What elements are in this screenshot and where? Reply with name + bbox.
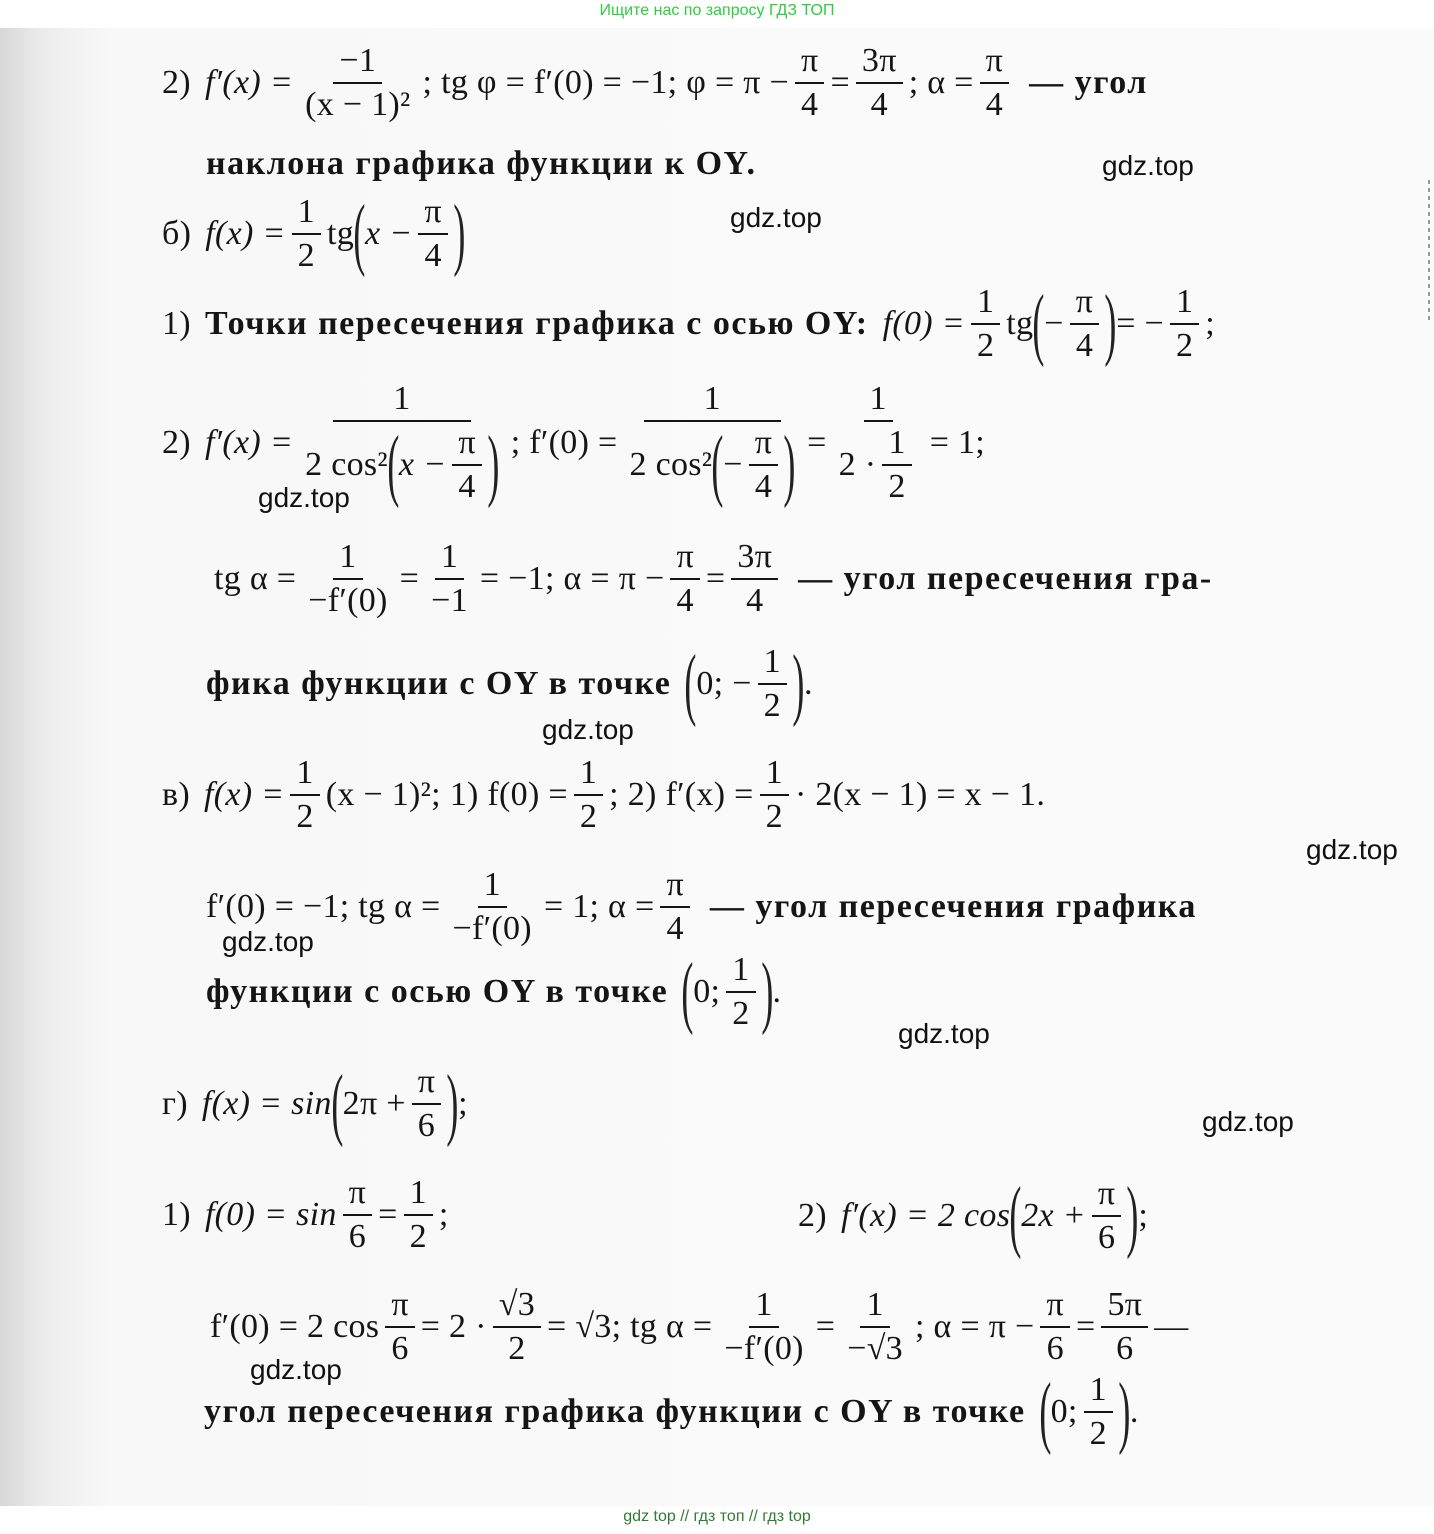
line-4 — [162, 276, 1215, 372]
expr: . — [772, 973, 782, 1010]
fraction — [1101, 1287, 1148, 1366]
fraction-num: π — [980, 43, 1009, 84]
line-3 — [162, 188, 465, 280]
fraction-num: 1 — [644, 381, 781, 422]
fraction — [660, 867, 689, 946]
expr: ; — [1138, 1197, 1149, 1234]
fraction-den: 6 — [348, 1218, 367, 1255]
fraction — [749, 425, 778, 504]
fraction-num: π — [343, 1175, 372, 1216]
paren-left: ( — [681, 948, 694, 1036]
expr: ; f′(0) = — [510, 424, 618, 461]
expr: f′(x) = — [204, 424, 294, 461]
fraction-den: −1 — [431, 582, 468, 619]
fraction-num: √3 — [493, 1287, 541, 1328]
fraction — [726, 952, 755, 1031]
fraction-den: 6 — [391, 1330, 409, 1367]
fraction-num: π — [418, 194, 447, 235]
expr: = 2 · — [420, 1308, 487, 1345]
paren-left: ( — [684, 640, 697, 728]
fraction-den: 2 — [763, 687, 781, 724]
fraction-den: 6 — [1046, 1330, 1064, 1367]
expr: tg α = — [214, 560, 297, 597]
fraction-num: π — [452, 425, 481, 466]
line-12-right — [798, 1168, 1148, 1264]
fraction — [425, 539, 474, 618]
fraction — [1070, 284, 1099, 363]
expr: = — [705, 560, 726, 597]
fraction-den: 4 — [870, 86, 888, 123]
fraction — [971, 284, 1000, 363]
top-banner[interactable]: Ищите нас по запросу ГДЗ ТОП — [599, 2, 835, 19]
fraction-den: 4 — [676, 582, 694, 619]
expr: 2π + — [342, 1085, 406, 1122]
fraction-den: 2 — [888, 467, 906, 505]
fraction — [1084, 1372, 1113, 1451]
fraction — [856, 43, 903, 122]
fraction — [418, 194, 447, 273]
item-number: 2) — [162, 64, 191, 101]
fraction-den: 4 — [424, 237, 442, 274]
fraction-den: 2 — [976, 327, 995, 364]
line-9 — [206, 862, 1197, 952]
fraction-num: π — [412, 1064, 441, 1105]
expr: ; — [438, 1196, 449, 1233]
fraction-num: 1 — [726, 952, 755, 993]
expr: ; tg φ = f′(0) = −1; φ = π − — [422, 64, 789, 101]
expr: = √3; tg α = — [547, 1308, 713, 1345]
item-number: 1) — [162, 1196, 191, 1233]
paren-left: ( — [331, 1060, 344, 1148]
fraction-num: 1 — [971, 284, 1000, 325]
fraction — [385, 1287, 414, 1366]
expr: = — [1075, 1308, 1096, 1345]
watermark: gdz.top — [1306, 834, 1398, 865]
fraction-den: 2 — [765, 798, 783, 835]
expr: − — [1044, 305, 1064, 342]
expr: ; — [1205, 305, 1216, 342]
line-6 — [214, 534, 1213, 624]
text: — угол — [1029, 64, 1148, 101]
fraction-den: 4 — [801, 86, 819, 123]
fraction-den: −f′(0) — [724, 1330, 804, 1367]
fraction-num: 1 — [882, 425, 911, 466]
expr: (x − 1)²; 1) f(0) = — [325, 776, 568, 813]
page-edge-dashes — [1428, 180, 1430, 320]
expr: = — [815, 1308, 836, 1345]
fraction-den: 2 — [409, 1218, 427, 1255]
expr: f(x) = — [203, 776, 285, 813]
expr: . — [1129, 1393, 1139, 1430]
line-1 — [162, 38, 1148, 128]
paren-right: ) — [1104, 280, 1117, 368]
expr: . — [803, 665, 813, 702]
expr: ; α = π − — [915, 1308, 1035, 1345]
expr: f(0) = sin — [204, 1196, 337, 1233]
item-letter: б) — [162, 215, 192, 252]
fraction-den: 2 — [296, 798, 314, 835]
line-12-left — [162, 1170, 449, 1260]
item-number: 1) — [162, 305, 191, 342]
fraction-num: 1 — [1084, 1372, 1113, 1413]
fraction — [670, 539, 699, 618]
fraction — [795, 43, 824, 122]
line-11 — [162, 1058, 468, 1150]
watermark: gdz.top — [222, 926, 314, 957]
fraction-den: (x − 1)² — [305, 86, 411, 123]
watermark: gdz.top — [1202, 1106, 1294, 1137]
expr: = 1; α = — [543, 888, 655, 925]
expr: 0; — [693, 973, 721, 1010]
item-letter: в) — [162, 776, 190, 813]
text: функции с осью OY в точке — [206, 973, 669, 1010]
fraction-den: 4 — [754, 467, 773, 505]
expr: = — [830, 64, 850, 101]
line-8 — [162, 752, 1045, 838]
fraction-num: π — [749, 425, 778, 466]
fraction-num: 1 — [860, 1287, 889, 1328]
paren-right: ) — [453, 190, 466, 278]
fraction — [758, 644, 787, 723]
expr: = −1; α = π − — [479, 560, 665, 597]
watermark: gdz.top — [1102, 150, 1194, 181]
paren-left: ( — [711, 420, 724, 509]
fraction — [1170, 284, 1199, 363]
fraction-den: −f′(0) — [308, 582, 388, 619]
fraction — [718, 1287, 809, 1366]
fraction-num: 1 — [864, 381, 893, 422]
fraction — [404, 1175, 433, 1254]
line-2: наклона графика функции к OY. — [206, 145, 757, 182]
fraction — [574, 755, 603, 834]
fraction-num: π — [795, 43, 824, 84]
expr: x − — [398, 446, 447, 483]
fraction-den: 2 — [732, 995, 750, 1032]
line-13 — [210, 1282, 1189, 1372]
fraction-den: 4 — [746, 582, 764, 619]
expr: tg — [326, 215, 355, 252]
watermark: gdz.top — [250, 1354, 342, 1385]
expr: 0; − — [696, 665, 752, 702]
expr: x − — [364, 215, 413, 252]
fraction-num: 1 — [290, 755, 319, 796]
fraction-num: 1 — [478, 867, 507, 908]
expr: ; α = — [908, 64, 974, 101]
expr: 2x + — [1021, 1197, 1086, 1234]
paren-right: ) — [792, 640, 805, 728]
paren-left: ( — [1039, 1368, 1052, 1456]
fraction-den: 2 — [1089, 1415, 1107, 1452]
watermark: gdz.top — [258, 482, 350, 513]
fraction — [760, 755, 789, 834]
expr: = 1; — [929, 424, 986, 461]
fraction — [343, 1175, 372, 1254]
paren-right: ) — [760, 948, 774, 1036]
text: фика функции с OY в точке — [206, 665, 672, 702]
expr: — — [1154, 1308, 1189, 1345]
fraction-num: 1 — [333, 381, 470, 422]
fraction — [447, 867, 538, 946]
line-7 — [206, 636, 813, 732]
fraction — [299, 43, 416, 122]
fraction — [412, 1064, 441, 1143]
text: — угол пересечения гра- — [798, 560, 1213, 597]
fraction-den: 6 — [1098, 1219, 1116, 1256]
expr: = — [807, 424, 827, 461]
fraction-num: 1 — [292, 194, 321, 235]
fraction-num: π — [670, 539, 699, 580]
fraction — [493, 1287, 541, 1366]
expr: f(0) = — [882, 305, 965, 342]
expr: = − — [1116, 305, 1164, 342]
item-letter: г) — [162, 1085, 188, 1122]
text: Точки пересечения графика с осью OY: — [204, 305, 869, 342]
paren-left: ( — [387, 420, 400, 509]
expr: 2 · — [838, 446, 877, 483]
paren-right: ) — [1118, 1368, 1131, 1456]
fraction-den: 4 — [985, 86, 1004, 123]
line-14 — [204, 1364, 1139, 1460]
line-10 — [206, 944, 781, 1040]
fraction-den: 4 — [666, 910, 684, 947]
expr: 0; — [1050, 1393, 1078, 1430]
fraction-den: 4 — [458, 467, 476, 505]
expr: tg — [1006, 305, 1034, 342]
fraction-den — [833, 422, 924, 504]
text: угол пересечения графика функции с OY в точке — [204, 1393, 1026, 1430]
fraction — [290, 755, 319, 834]
paren-left: ( — [1032, 280, 1045, 368]
fraction-den: 2 — [1175, 327, 1194, 364]
expr: · 2(x − 1) = x − 1. — [794, 776, 1046, 813]
item-number: 2) — [798, 1197, 827, 1234]
fraction — [302, 539, 393, 618]
fraction-den: −√3 — [847, 1330, 903, 1367]
fraction-num: 3π — [856, 43, 903, 84]
expr: = — [378, 1196, 398, 1233]
fraction-num: π — [1092, 1176, 1121, 1217]
text: — угол пересечения графика — [709, 888, 1197, 925]
expr: = — [399, 560, 420, 597]
fraction — [882, 425, 911, 504]
fraction — [980, 43, 1009, 122]
expr: f(x) = — [205, 215, 286, 252]
fraction-num: 1 — [333, 539, 362, 580]
fraction-num: 1 — [749, 1287, 778, 1328]
fraction — [1040, 1287, 1069, 1366]
fraction — [731, 539, 778, 618]
fraction-num: π — [1040, 1287, 1069, 1328]
fraction-num: π — [1070, 284, 1099, 325]
fraction-den: −f′(0) — [452, 910, 532, 947]
expr: f′(0) = −1; tg α = — [206, 888, 441, 925]
paren-left: ( — [1009, 1172, 1022, 1260]
watermark: gdz.top — [898, 1018, 990, 1049]
fraction-num: 1 — [404, 1175, 433, 1216]
watermark: gdz.top — [730, 202, 822, 233]
fraction-den: 6 — [1116, 1330, 1134, 1367]
expr: 2 cos² — [305, 446, 388, 483]
fraction-den: 4 — [1075, 327, 1094, 364]
fraction — [833, 381, 924, 504]
fraction — [841, 1287, 909, 1366]
expr: ; 2) f′(x) = — [609, 776, 754, 813]
expr: ; — [458, 1085, 468, 1122]
expr: f′(x) = — [204, 64, 294, 101]
fraction — [1092, 1176, 1121, 1255]
paren-right: ) — [446, 1060, 459, 1148]
fraction-num: π — [385, 1287, 414, 1328]
fraction-num: −1 — [333, 43, 382, 84]
paren-right: ) — [783, 420, 796, 509]
fraction-num: 1 — [574, 755, 603, 796]
watermark: gdz.top — [542, 714, 634, 745]
expr: f(x) = sin — [201, 1085, 332, 1122]
expr: 2 cos² — [629, 446, 713, 483]
paren-right: ) — [487, 420, 500, 509]
fraction-num: 5π — [1101, 1287, 1148, 1328]
fraction-num: 1 — [435, 539, 464, 580]
fraction — [623, 380, 801, 509]
fraction-num: 1 — [1170, 284, 1199, 325]
footer-links[interactable]: gdz top // гдз топ // гдз top — [623, 1508, 811, 1525]
fraction-num: π — [660, 867, 689, 908]
fraction — [292, 194, 321, 273]
fraction-den: 2 — [297, 237, 315, 274]
item-number: 2) — [162, 424, 191, 461]
expr: f′(0) = 2 cos — [210, 1308, 380, 1345]
fraction-den: 2 — [579, 798, 598, 835]
fraction-den: 2 — [508, 1330, 526, 1367]
paren-left: ( — [353, 190, 366, 278]
fraction-den — [623, 420, 801, 509]
expr: f′(x) = 2 cos — [840, 1197, 1011, 1234]
fraction-den: 6 — [417, 1107, 436, 1144]
fraction-num: 1 — [760, 755, 789, 796]
fraction-num: 1 — [758, 644, 787, 685]
expr: − — [723, 446, 743, 483]
fraction-num: 3π — [731, 539, 778, 580]
paren-right: ) — [1126, 1172, 1139, 1260]
fraction — [452, 425, 481, 504]
